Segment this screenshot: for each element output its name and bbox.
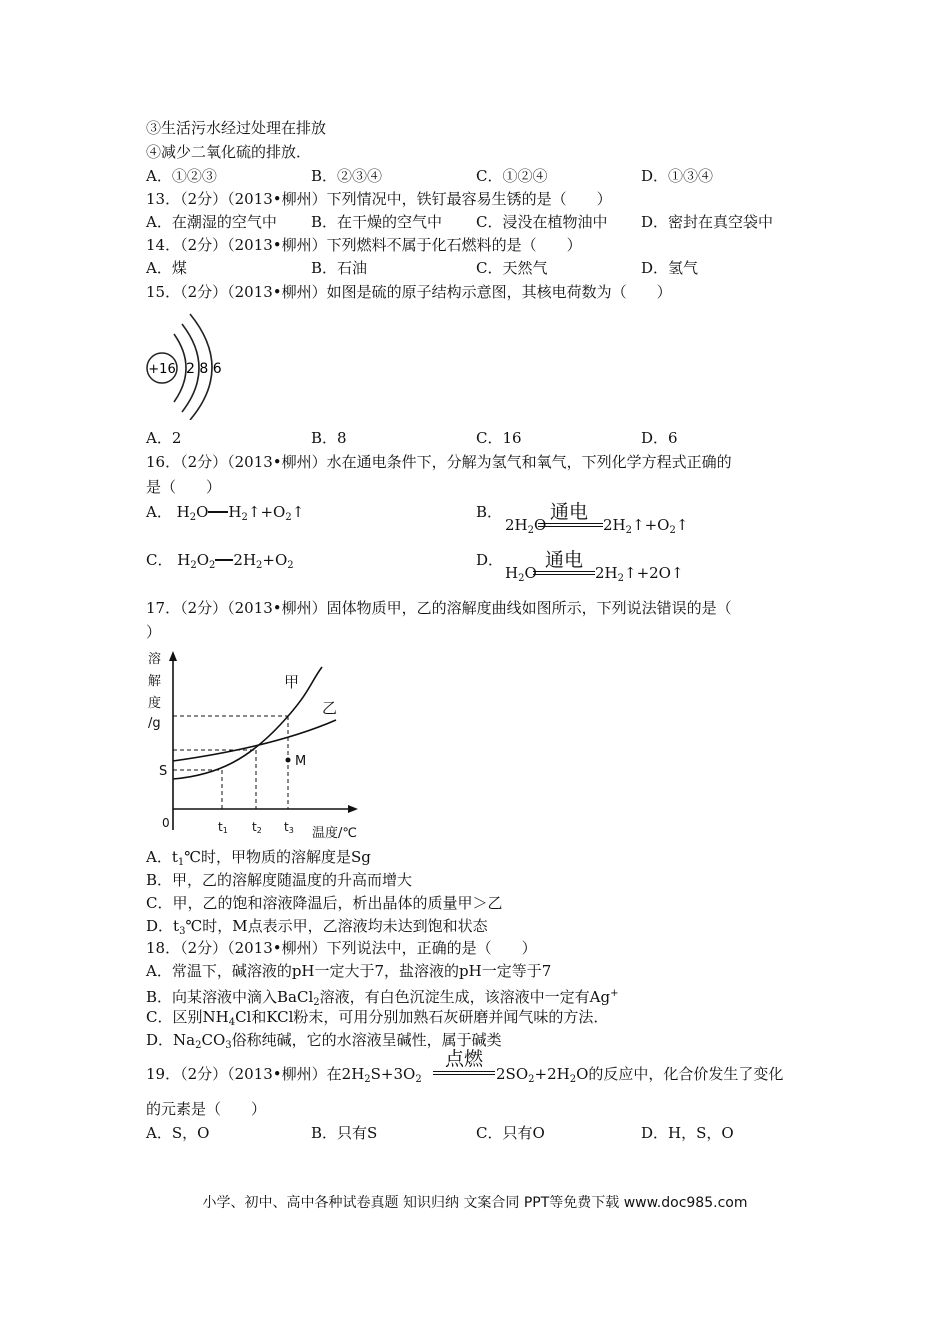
q16-d-equals	[533, 571, 595, 575]
q13-option-b: B．在干燥的空气中	[311, 213, 443, 231]
q16-option-a	[146, 502, 304, 528]
q14-option-c: C．天然气	[476, 259, 548, 277]
q16-a-label: A．	[146, 503, 172, 521]
x-tick-t3: t3	[284, 820, 294, 835]
question-13: 13．（2分）（2013•柳州）下列情况中，铁钉最容易生锈的是（ ）	[146, 190, 612, 208]
q16-option-d-label: D．	[476, 551, 504, 569]
q12-option-b: B．②③④	[311, 167, 383, 185]
q18-b-text-2: 溶液，有白色沉淀生成，该溶液中一定有Ag	[319, 988, 611, 1006]
y-axis-char-1: 溶	[148, 652, 162, 667]
q18-d-text-3: 俗称纯碱，它的水溶液呈碱性，属于碱类	[231, 1031, 502, 1049]
q17-option-a: A．$t_1℃$时，甲物质的溶解度是Sg	[146, 848, 371, 868]
x-tick-t2: t2	[252, 820, 262, 835]
question-19-cont: 的元素是（ ）	[146, 1100, 267, 1118]
origin-label: 0	[162, 816, 170, 830]
q16-b-condition: 通电	[550, 501, 589, 523]
q13-option-d: D．密封在真空袋中	[641, 213, 774, 231]
q19-equals	[433, 1071, 495, 1075]
q19-suffix: 的反应中，化合价发生了变化	[588, 1065, 784, 1083]
q19-option-d: D．H，S，O	[641, 1124, 734, 1142]
q18-c-text-2: Cl和KCl粉末，可用分别加熟石灰研磨并闻气味的方法．	[235, 1008, 609, 1026]
x-axis-arrow	[348, 805, 358, 813]
q17-option-b: B．甲，乙的溶解度随温度的升高而增大	[146, 871, 413, 889]
q19-condition: 点燃	[445, 1048, 484, 1070]
q18-option-d: D．$Na_2CO_3$俗称纯碱，它的水溶液呈碱性，属于碱类	[146, 1031, 502, 1051]
q16-c-equation: $H_2O_2$ $2H_2+O_2$	[177, 551, 294, 571]
q16-d-condition: 通电	[545, 549, 584, 571]
q17-option-d: D．$t_3℃$时，M点表示甲，乙溶液均未达到饱和状态	[146, 917, 488, 937]
q19-product: $2SO_2+2H_2O$的反应中，化合价发生了变化	[496, 1065, 784, 1085]
q19-option-a: A．S，O	[146, 1124, 210, 1142]
question-16-cont: 是（ ）	[146, 478, 222, 496]
x-tick-t1: t1	[218, 820, 228, 835]
q12-option-d: D．①③④	[641, 167, 714, 185]
question-17-cont: ）	[146, 623, 162, 641]
question-16: 16．（2分）（2013•柳州）水在通电条件下，分解为氢气和氧气，下列化学方程式正确的	[146, 453, 732, 471]
y-tick-s: S	[159, 764, 168, 779]
q14-option-b: B．石油	[311, 259, 368, 277]
page-footer: 小学、初中、高中各种试卷真题 知识归纳 文案合同 PPT等免费下载 www.doc985.com	[202, 1195, 748, 1211]
q19-option-b: B．只有S	[311, 1124, 378, 1142]
q12-option-c: C．①②④	[476, 167, 548, 185]
q19-option-c: C．只有O	[476, 1124, 545, 1142]
question-14: 14．（2分）（2013•柳州）下列燃料不属于化石燃料的是（ ）	[146, 236, 582, 254]
question-15: 15．（2分）（2013•柳州）如图是硫的原子结构示意图，其核电荷数为（ ）	[146, 283, 672, 301]
q15-option-a: A．2	[146, 429, 182, 447]
y-axis-arrow	[169, 651, 177, 661]
q15-option-b: B．8	[311, 429, 347, 447]
q16-b-product: $2H_2↑+O_2↑$	[603, 516, 689, 536]
q18-c-text-1: C．区别NH	[146, 1008, 229, 1026]
series-label-jia: 甲	[284, 673, 300, 691]
point-m	[286, 758, 291, 763]
q16-b-reactant: $2H_2O$	[505, 516, 547, 536]
q18-option-a: A．常温下，碱溶液的pH一定大于7，盐溶液的pH一定等于7	[146, 962, 552, 980]
q16-d-reactant: $H_2O$	[505, 564, 537, 584]
question-19: 19．（2分）（2013•柳州）在$2H_2S+3O_2$	[146, 1065, 422, 1085]
atom-shell-electrons: 2 8 6	[186, 361, 222, 377]
q17-a-text: ℃时，甲物质的溶解度是Sg	[184, 848, 371, 866]
y-axis-char-2: 解	[148, 674, 162, 689]
q16-option-c	[146, 550, 294, 576]
q17-d-text: ℃时，M点表示甲，乙溶液均未达到饱和状态	[185, 917, 488, 935]
q15-option-c: C．16	[476, 429, 522, 447]
q18-option-c: C．区别$NH_4Cl$和KCl粉末，可用分别加熟石灰研磨并闻气味的方法．	[146, 1008, 609, 1028]
question-18: 18．（2分）（2013•柳州）下列说法中，正确的是（ ）	[146, 939, 537, 957]
series-label-yi: 乙	[322, 699, 338, 717]
sulfur-atom-diagram	[140, 310, 250, 420]
point-m-label: M	[295, 754, 307, 769]
text-line-3: ③生活污水经过处理在排放	[146, 119, 327, 137]
q19-prefix: 19．（2分）（2013•柳州）在	[146, 1065, 342, 1083]
q18-option-b: B．向某溶液中滴入BaCl$_2$溶液，有白色沉淀生成，该溶液中一定有Ag+	[146, 988, 619, 1008]
text-line-4: ④减少二氧化硫的排放．	[146, 143, 312, 161]
q13-option-c: C．浸没在植物油中	[476, 213, 608, 231]
q15-option-d: D．6	[641, 429, 678, 447]
q14-option-d: D．氢气	[641, 259, 699, 277]
q18-d-text-2: CO	[201, 1031, 226, 1049]
q18-b-text-1: B．向某溶液中滴入BaCl	[146, 988, 314, 1006]
q12-option-a: A．①②③	[146, 167, 217, 185]
q14-option-a: A．煤	[146, 259, 187, 277]
y-axis-char-4: /g	[148, 716, 161, 731]
curve-yi	[173, 720, 336, 761]
q16-b-equals	[538, 523, 603, 527]
q16-option-b-label: B．	[476, 503, 503, 521]
q13-option-a: A．在潮湿的空气中	[146, 213, 277, 231]
q17-option-c: C．甲，乙的饱和溶液降温后，析出晶体的质量甲＞乙	[146, 894, 503, 912]
q18-d-text-1: D．Na	[146, 1031, 196, 1049]
question-17: 17．（2分）（2013•柳州）固体物质甲，乙的溶解度曲线如图所示，下列说法错误的是（	[146, 599, 732, 617]
q16-a-equation: $H_2O$ $H_2↑+O_2↑$	[176, 503, 305, 523]
q16-d-product: $2H_2↑+2O↑$	[595, 564, 684, 584]
solubility-chart	[140, 645, 370, 845]
y-axis-char-3: 度	[148, 696, 162, 711]
atom-nucleus-label: +16	[148, 362, 176, 377]
x-axis-label: 温度/℃	[312, 826, 357, 841]
q16-c-label: C．	[146, 551, 173, 569]
